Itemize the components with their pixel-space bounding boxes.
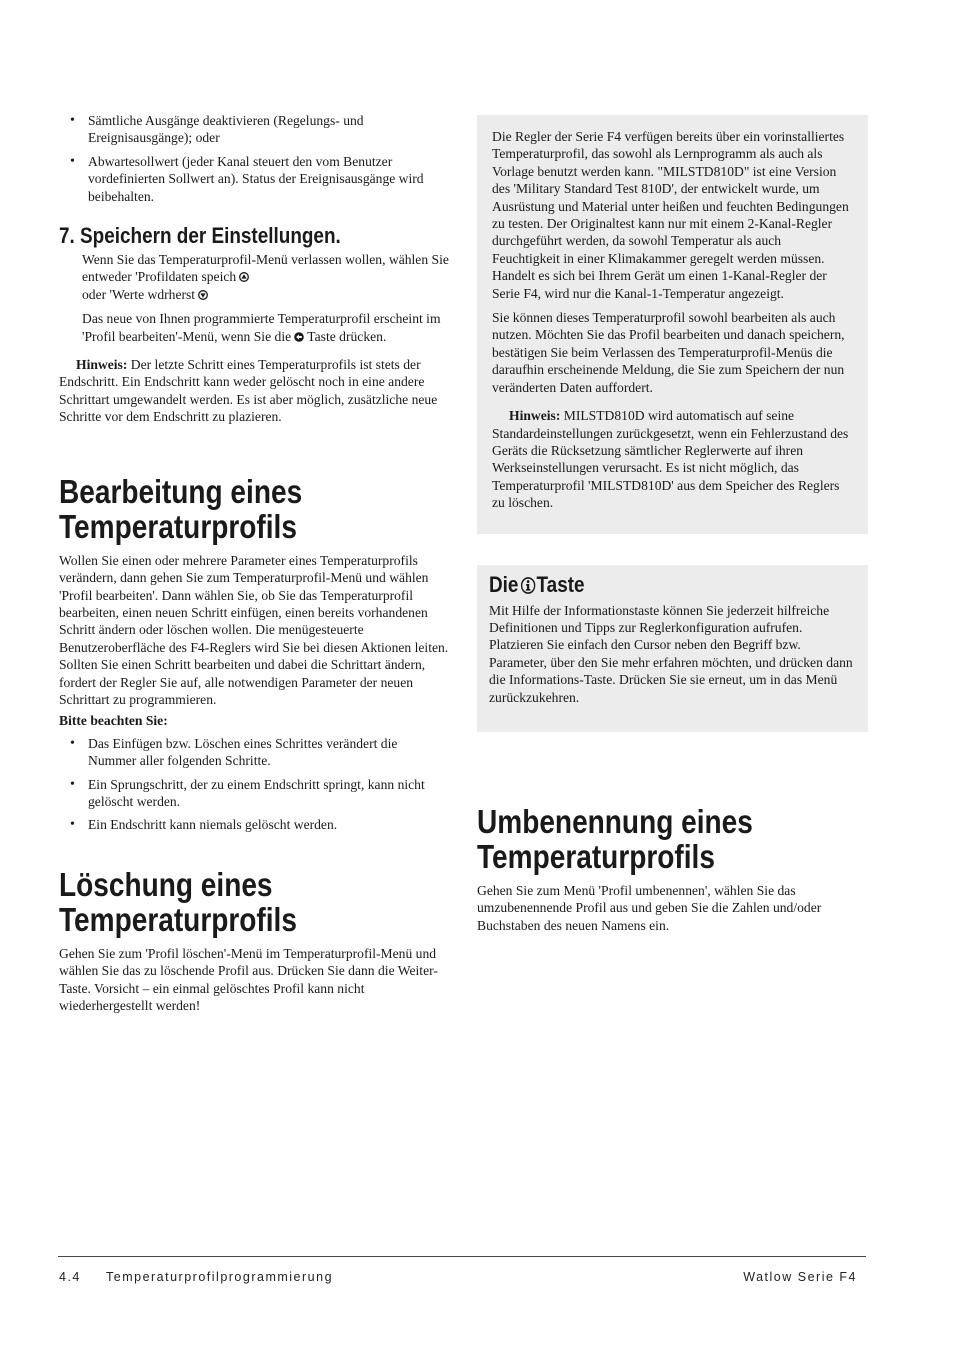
step7-paragraph-1: Wenn Sie das Temperaturprofil-Menü verlassen wollen, wählen Sie entweder 'Profildaten speich oder 'Werte wdrherst (82, 252, 449, 302)
list-item: • Ein Sprungschritt, der zu einem Endschritt springt, kann nicht gelöscht werden. (59, 776, 449, 811)
footer-brand: Watlow Serie F4 (743, 1270, 857, 1284)
down-arrow-key-icon (198, 290, 208, 300)
edit-profile-heading: Bearbeitung eines Temperaturprofils (59, 472, 303, 545)
step7-heading: 7. Speichern der Einstellungen. (59, 223, 341, 249)
info-key-icon (521, 577, 536, 594)
list-item: • Das Einfügen bzw. Löschen eines Schrittes verändert die Nummer aller folgenden Schritte. (59, 735, 449, 770)
rename-profile-body: Gehen Sie zum Menü 'Profil umbenennen', wählen Sie das umzubenennende Profil aus und geben Sie die Zahlen und/oder Buchstaben des neuen Namens ein. (477, 882, 822, 933)
milstd-paragraph-2: Sie können dieses Temperaturprofil sowohl bearbeiten als auch nutzen. Möchten Sie das Profil bearbeiten und danach speichern, bestätigen Sie beim Verlassen des Temperaturprofil-Menüs die daraufhin erscheinende Meldung, die Sie zum Speichern der nun veränderten Daten auffordert. (492, 310, 845, 395)
step7-paragraph-2: Das neue von Ihnen programmierte Temperaturprofil erscheint im 'Profil bearbeiten'-Menü, wenn Sie die Taste drücken. (82, 311, 441, 344)
footer-divider (58, 1256, 866, 1257)
delete-profile-heading: Löschung eines Temperaturprofils (59, 865, 297, 938)
info-key-heading: Die Taste (489, 571, 585, 597)
info-key-box (477, 565, 868, 732)
footer-page-number: 4.4 (59, 1270, 81, 1284)
edit-profile-body: Wollen Sie einen oder mehrere Parameter eines Temperaturprofils verändern, dann gehen Sie zum Temperaturprofil-Menü und wählen 'Profil bearbeiten'. Dann wählen Sie, ob Sie das Temperaturprofil bearbeiten, einen neuen Schritt einfügen, einen bereits vorhandenen Schritt ändern oder löschen wollen. Die menügesteuerte Benutzeroberfläche des F4-Reglers wird Sie bei diesen Aktionen leiten. Sollten Sie einen Schritt bearbeiten und dabei die Schrittart ändern, fordert der Regler Sie auf, alle notwendigen Parameter der neuen Schrittart zu programmieren. (59, 552, 449, 707)
attention-label: Bitte beachten Sie: (59, 713, 168, 729)
note-endstep: Hinweis: Der letzte Schritt eines Temperaturprofils ist stets der Endschritt. Ein Endschritt kann weder gelöscht noch in eine andere Schrittart umgewandelt werden. Es ist aber möglich, zusätzliche neue Schritte vor dem Endschritt zu plazieren. (59, 357, 438, 425)
left-column (59, 112, 449, 1021)
up-arrow-key-icon (239, 272, 249, 282)
milstd-paragraph-1: Die Regler der Serie F4 verfügen bereits über ein vorinstalliertes Temperaturprofil, das sowohl als Lernprogramm als auch als Vorlage benutzt werden kann. "MILSTD810D" ist eine Version des 'Military Standard Test 810D', der entwickelt wurde, um Ausrüstung und Material unter heißen und feuchten Bedingungen zu testen. Der Originaltest kann nur mit einem 2-Kanal-Regler durchgeführt werden, da sowohl Temperatur als auch Feuchtigkeit in einer Klimakammer geregelt werden müssen. Handelt es sich bei Ihrem Gerät um einen 1-Kanal-Regler der Serie F4, wird nur die Kanal-1-Temperatur angezeigt. (492, 129, 849, 301)
list-item: • Abwartesollwert (jeder Kanal steuert den vom Benutzer vordefinierten Sollwert an). Status der Ereignisausgänge wird beibehalten. (59, 153, 449, 205)
milstd-note: Hinweis: MILSTD810D wird automatisch auf seine Standardeinstellungen zurückgesetzt, wenn ein Fehlerzustand des Geräts die Rücksetzung sämtlicher Reglerwerte auf ihren Werkseinstellungen verursacht. Es ist nicht möglich, das Temperaturprofil 'MILSTD810D' aus dem Speicher des Reglers zu löschen. (492, 408, 849, 511)
output-options-list (59, 112, 449, 205)
info-key-body: Mit Hilfe der Informationstaste können Sie jederzeit hilfreiche Definitionen und Tipps zur Reglerkonfiguration aufrufen. Platzieren Sie einfach den Cursor neben den Begriff bzw. Parameter, über den Sie mehr erfahren möchten, und drücken dann die Informations-Taste. Drücken Sie sie erneut, um in das Menü zurückzukehren. (489, 602, 853, 705)
right-column (477, 115, 868, 941)
edit-notes-list (59, 735, 449, 834)
back-key-icon (294, 332, 304, 342)
step7-body (59, 251, 449, 345)
delete-profile-body: Gehen Sie zum 'Profil löschen'-Menü im Temperaturprofil-Menü und wählen Sie das zu löschende Profil aus. Drücken Sie dann die Weiter-Taste. Vorsicht – ein einmal gelöschtes Profil kann nicht wiederhergestellt werden! (59, 945, 438, 1013)
rename-profile-heading: Umbenennung eines Temperaturprofils (477, 802, 753, 875)
footer-section-title: Temperaturprofilprogrammierung (106, 1270, 334, 1284)
milstd-info-box (477, 115, 868, 534)
list-item: • Sämtliche Ausgänge deaktivieren (Regelungs- und Ereignisausgänge); oder (59, 112, 449, 147)
list-item: • Ein Endschritt kann niemals gelöscht werden. (59, 816, 449, 833)
